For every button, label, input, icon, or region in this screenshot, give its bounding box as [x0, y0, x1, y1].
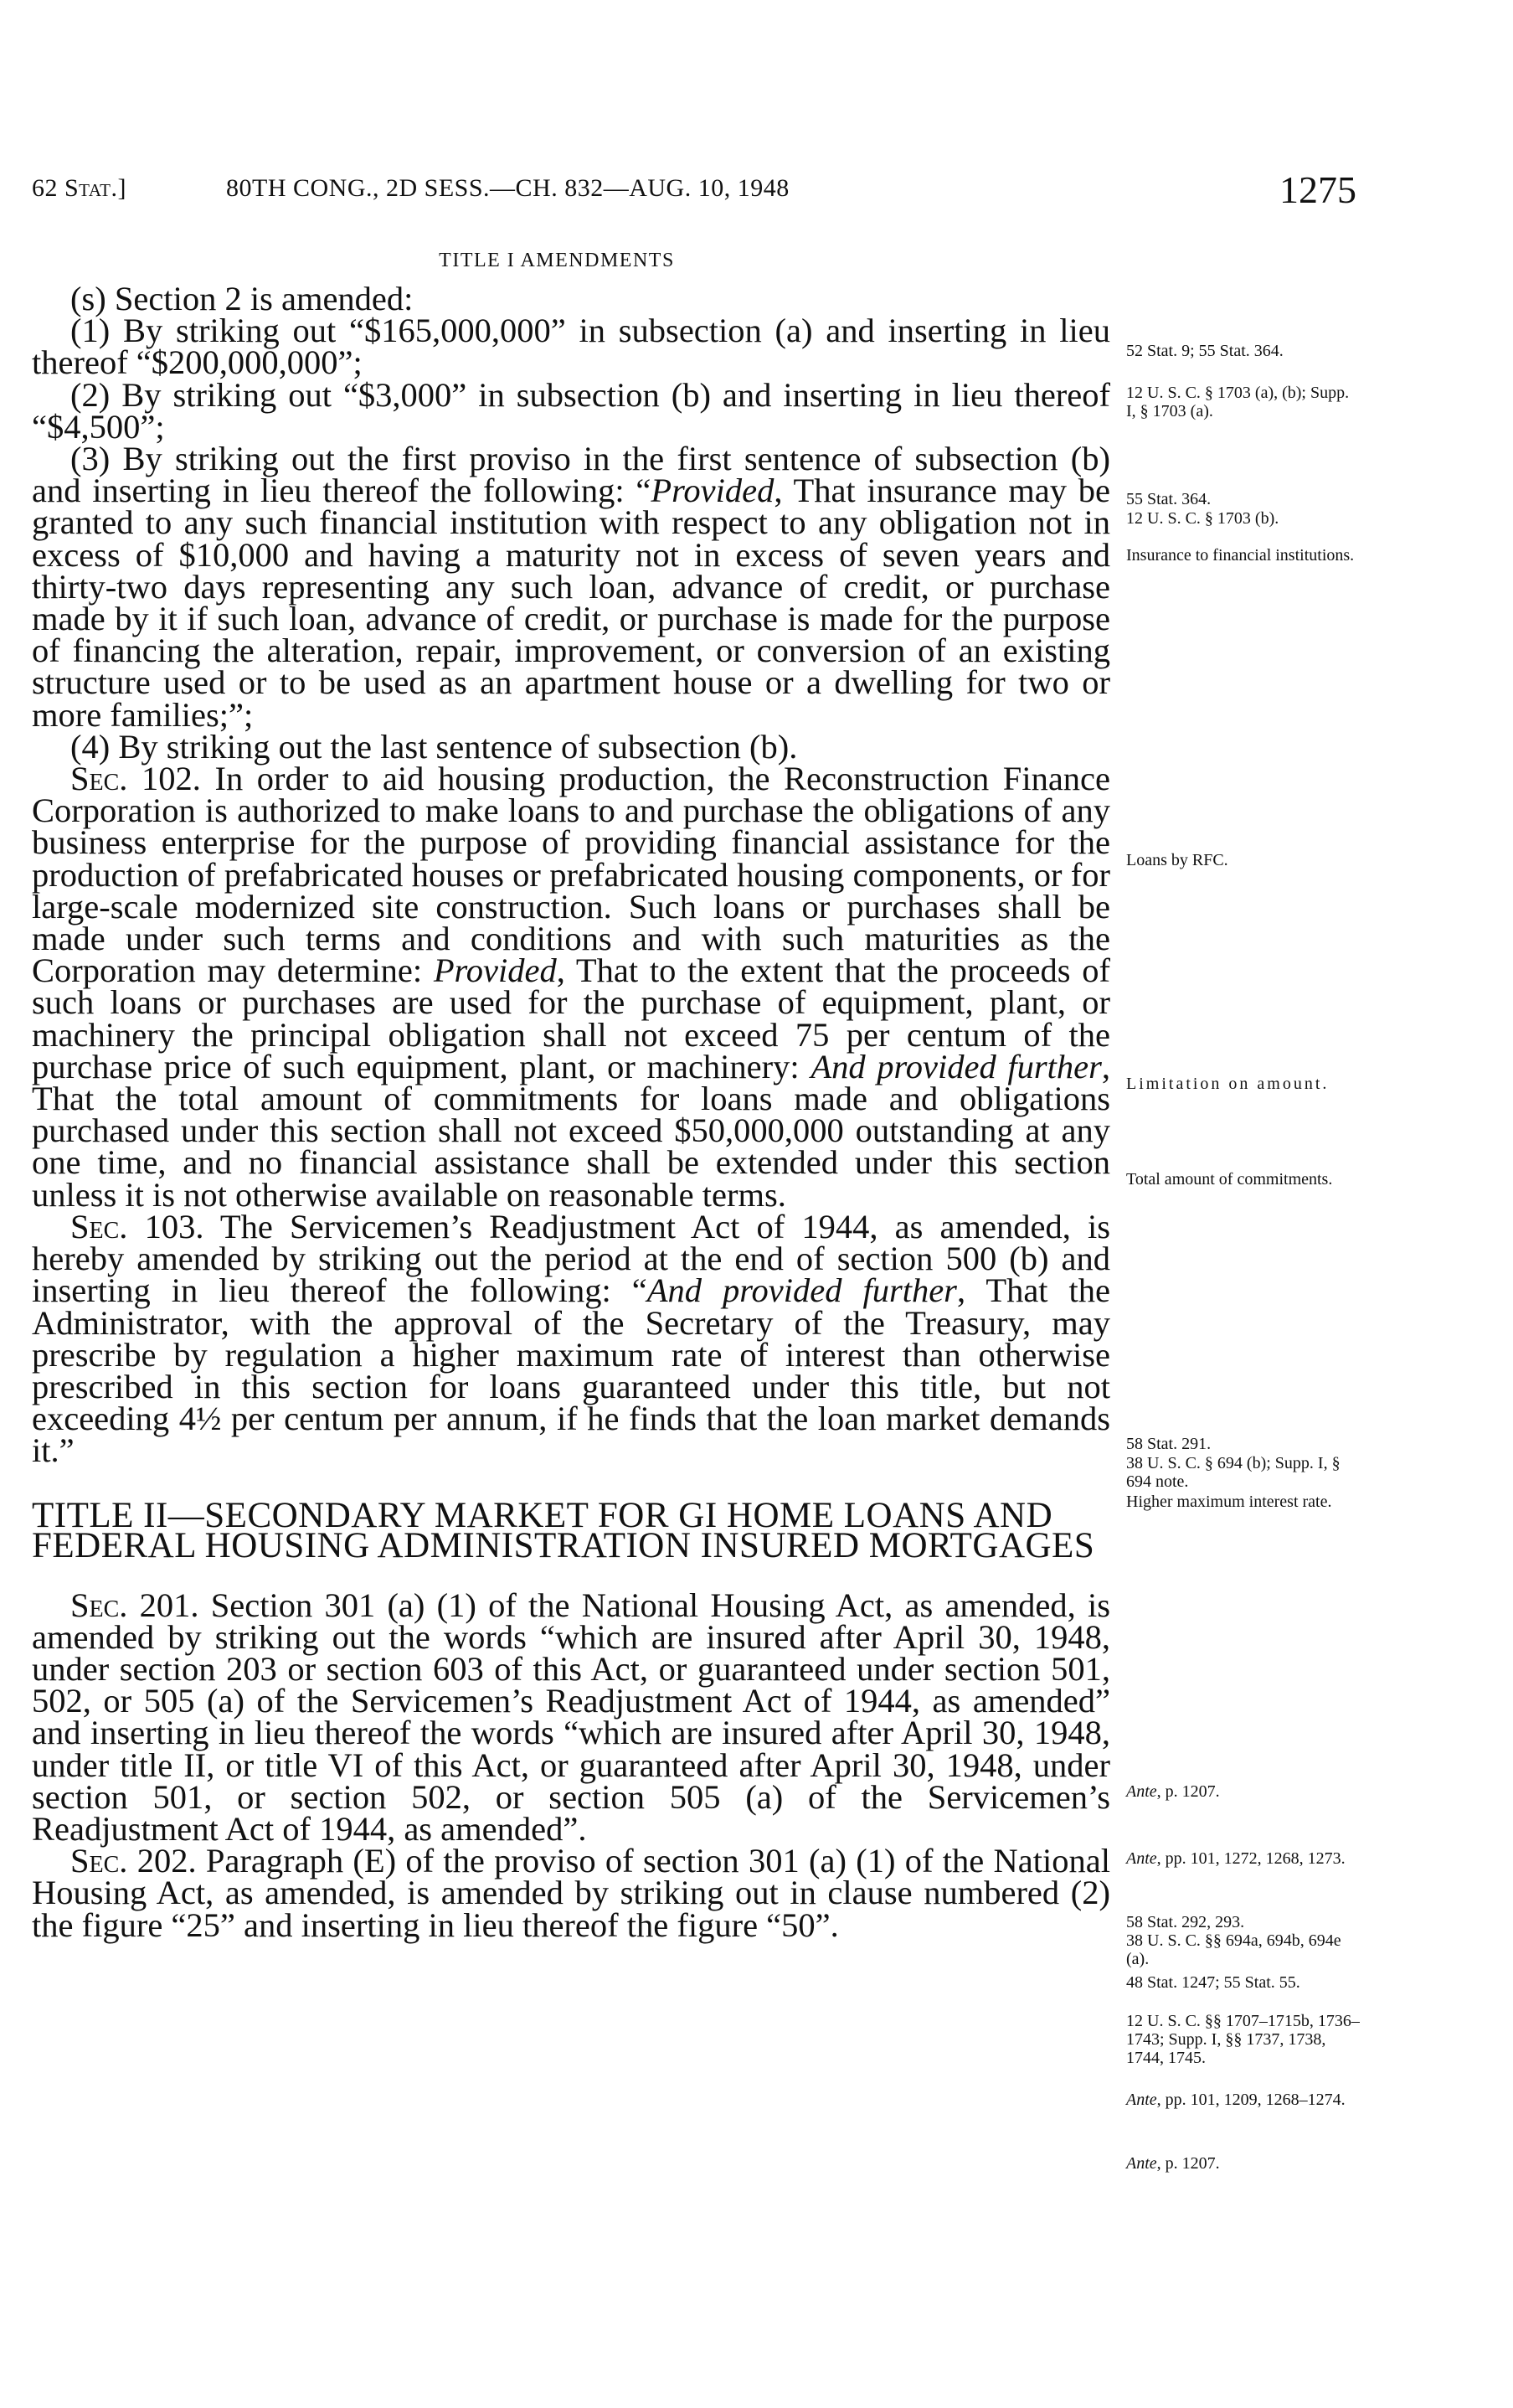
margin-note-citation: 38 U. S. C. § 694 (b); Supp. I, § 694 note. [1126, 1454, 1341, 1491]
margin-note-citation: Ante, p. 1207. [1126, 1782, 1220, 1801]
section-201: Sec. 201. Section 301 (a) (1) of the National Housing Act, as amended, is amended by striking out the words “which are insured after April 30, 1948, under section 203 or section 603 of this Act, or guaranteed under section 501, 502, or 505 (a) of the Servicemen’s Readjustment Act of 1944, as amended” and inserting in lieu thereof the words “which are insured after April 30, 1948, under title II, or title VI of this Act, or guaranteed after April 30, 1948, under section 501, or section 502, or section 505 (a) of the Servicemen’s Readjustment Act of 1944, as amended”. [32, 1586, 1110, 1848]
body-text [32, 280, 1111, 1944]
header-congress: 80TH CONG., 2D SESS.—CH. 832—AUG. 10, 1948 [226, 174, 790, 202]
paragraph-3: (3) By striking out the first proviso in the first sentence of subsection (b) and inserting in lieu thereof the following: “Provided, That insurance may be granted to any such financial institution with respect to any obligation not in excess of $10,000 and having a maturity not in excess of seven years and thirty-two days representing any such loan, advance of credit, or purchase made by it if such loan, advance of credit, or purchase is made for the purpose of financing the alteration, repair, improvement, or conversion of an existing structure used or to be used as an apartment house or a dwelling for two or more families;”; [32, 440, 1110, 734]
margin-note-topic: Total amount of commitments. [1126, 1170, 1333, 1189]
page-number: 1275 [1279, 168, 1356, 211]
paragraph-s: (s) Section 2 is amended: [70, 280, 414, 317]
margin-note-topic: Higher maximum interest rate. [1126, 1493, 1332, 1511]
header-stat: 62 Stat.] [32, 174, 126, 202]
margin-note-citation: Ante, p. 1207. [1126, 2154, 1220, 2173]
section-103: Sec. 103. The Servicemen’s Readjustment Act of 1944, as amended, is hereby amended by striking out the period at the end of section 500 (b) and inserting in lieu thereof the following: “And provided further, That the Administrator, with the approval of the Secretary of the Treasury, may prescribe by regulation a higher maximum rate of interest than otherwise prescribed in this section for loans guaranteed under this title, but not exceeding 4½ per centum per annum, if he finds that the loan market demands it.” [32, 1207, 1111, 1470]
margin-note-citation: 12 U. S. C. § 1703 (b). [1126, 509, 1279, 528]
margin-note-citation: 48 Stat. 1247; 55 Stat. 55. [1126, 1973, 1300, 1992]
margin-note-citation: 52 Stat. 9; 55 Stat. 364. [1126, 342, 1284, 360]
title-ii-heading: TITLE II—SECONDARY MARKET FOR GI HOME LOANS AND FEDERAL HOUSING ADMINISTRATION INSURED MORTGAGES [32, 1495, 1095, 1565]
section-202: Sec. 202. Paragraph (E) of the proviso of section 301 (a) (1) of the National Housing Act, as amended, is amended by striking out in clause numbered (2) the figure “25” and inserting in lieu thereof the figure “50”. [32, 1842, 1110, 1944]
margin-note-citation: Ante, pp. 101, 1272, 1268, 1273. [1126, 1849, 1346, 1868]
margin-note-citation: 38 U. S. C. §§ 694a, 694b, 694e (a). [1126, 1931, 1341, 1968]
margin-note-topic: Insurance to financial institutions. [1126, 546, 1355, 565]
margin-note-citation: 55 Stat. 364. [1126, 490, 1212, 508]
margin-note-citation: 12 U. S. C. §§ 1707–1715b, 1736–1743; Supp. I, §§ 1737, 1738, 1744, 1745. [1126, 2012, 1360, 2067]
running-header [32, 168, 1371, 226]
margin-note-citation: 58 Stat. 291. [1126, 1435, 1212, 1453]
section-102: Sec. 102. In order to aid housing production, the Reconstruction Finance Corporation is authorized to make loans to and purchase the obligations of any business enterprise for the purpose of providing financial assistance for the production of prefabricated houses or prefabricated housing components, or for large-scale modernized site construction. Such loans or purchases shall be made under such terms and conditions and with such maturities as the Corporation may determine: Provided, That to the extent that the proceeds of such loans or purchases are used for the purchase of equipment, plant, or machinery the principal obligation shall not exceed 75 per centum of the purchase price of such equipment, plant, or machinery: And provided further, That the total amount of commitments for loans made and obligations purchased under this section shall not exceed $50,000,000 outstanding at any one time, and no financial assistance shall be extended under this section unless it is not otherwise available on reasonable terms. [32, 760, 1111, 1214]
margin-note-citation: 58 Stat. 292, 293. [1126, 1913, 1245, 1931]
margin-note-topic: Limitation on amount. [1126, 1075, 1330, 1093]
margin-note-topic: Loans by RFC. [1126, 851, 1228, 869]
section-title: TITLE I AMENDMENTS [439, 250, 675, 271]
margin-note-citation: 12 U. S. C. § 1703 (a), (b); Supp. I, § 1703 (a). [1126, 384, 1350, 420]
paragraph-4: (4) By striking out the last sentence of subsection (b). [70, 727, 798, 766]
paragraph-2: (2) By striking out “$3,000” in subsection (b) and inserting in lieu thereof “$4,500”; [32, 375, 1110, 446]
paragraph-1: (1) By striking out “$165,000,000” in subsection (a) and inserting in lieu thereof “$200,000,000”; [32, 312, 1110, 382]
margin-note-citation: Ante, pp. 101, 1209, 1268–1274. [1126, 2091, 1346, 2109]
